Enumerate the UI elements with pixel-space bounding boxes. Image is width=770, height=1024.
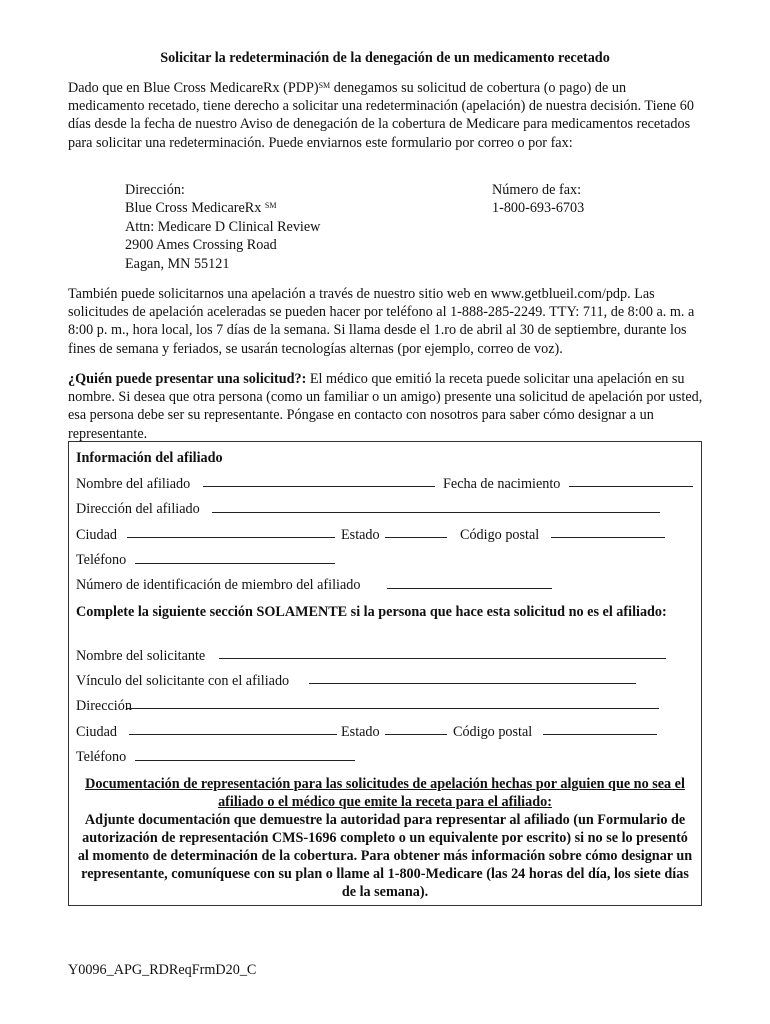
- address-service-mark: SM: [264, 201, 277, 211]
- member-name-label: Nombre del afiliado: [76, 476, 191, 492]
- member-zip-field[interactable]: [551, 537, 665, 538]
- member-address-field[interactable]: [212, 512, 660, 513]
- form-box: [68, 441, 702, 906]
- requester-phone-field[interactable]: [135, 760, 355, 761]
- member-address-label: Dirección del afiliado: [76, 501, 200, 517]
- requester-state-label: Estado: [341, 724, 380, 740]
- member-city-label: Ciudad: [76, 527, 117, 543]
- requester-city-label: Ciudad: [76, 724, 117, 740]
- requester-state-field[interactable]: [385, 734, 447, 735]
- who-text: El médico que emitió la receta puede solicitar una apelación en su nombre. Si desea que otra persona (como un familiar o un amigo) presente una solicitud de apelación por usted, esa persona debe ser su representante. Póngase en contacto con nosotros para saber cómo designar a un representante.: [68, 371, 703, 442]
- form-code-footer: Y0096_APG_RDReqFrmD20_C: [68, 962, 257, 978]
- address-line-2: Attn: Medicare D Clinical Review: [125, 218, 321, 235]
- representation-heading: Documentación de representación para las solicitudes de apelación hechas por alguien que no sea el afiliado o el médico que emite la receta para el afiliado:: [85, 776, 685, 810]
- requester-relation-field[interactable]: [309, 683, 636, 684]
- member-id-field[interactable]: [387, 588, 552, 589]
- member-zip-label: Código postal: [460, 527, 540, 543]
- mailing-address: [125, 181, 320, 273]
- intro-text-b: denegamos su solicitud de cobertura (o pago) de un medicamento recetado, tiene derecho a solicitar una redeterminación (apelación) de nuestra decisión. Tiene 60 días desde la fecha de nuestro Aviso de denegación de la cobertura de Medicare para medicamentos recetados para solicitar una redeterminación. Puede enviarnos este formulario por correo o por fax:: [68, 80, 694, 151]
- who-heading: ¿Quién puede presentar una solicitud?:: [68, 371, 307, 387]
- address-line-4: Eagan, MN 55121: [125, 255, 230, 272]
- member-id-label: Número de identificación de miembro del afiliado: [76, 577, 361, 593]
- member-state-label: Estado: [341, 527, 380, 543]
- requester-name-label: Nombre del solicitante: [76, 648, 206, 664]
- member-city-field[interactable]: [127, 537, 335, 538]
- address-line-1-text: Blue Cross MedicareRx: [125, 200, 265, 217]
- member-state-field[interactable]: [385, 537, 447, 538]
- member-dob-label: Fecha de nacimiento: [443, 476, 561, 492]
- intro-text-a: Dado que en Blue Cross MedicareRx (PDP): [68, 80, 319, 96]
- requester-address-field[interactable]: [127, 708, 659, 709]
- address-line-1: [125, 199, 320, 217]
- fax-label: Número de fax:: [492, 182, 582, 198]
- intro-paragraph: [68, 79, 706, 152]
- address-label: Dirección:: [125, 182, 185, 198]
- member-phone-label: Teléfono: [76, 552, 127, 568]
- requester-name-field[interactable]: [219, 658, 666, 659]
- requester-relation-label: Vínculo del solicitante con el afiliado: [76, 673, 290, 689]
- requester-phone-label: Teléfono: [76, 749, 127, 765]
- member-name-field[interactable]: [203, 486, 435, 487]
- service-mark: SM: [318, 81, 331, 90]
- who-can-file-paragraph: [68, 370, 706, 443]
- member-dob-field[interactable]: [569, 486, 693, 487]
- requester-city-field[interactable]: [129, 734, 337, 735]
- requester-section-heading: Complete la siguiente sección SOLAMENTE si la persona que hace esta solicitud no es el afiliado:: [76, 604, 667, 620]
- representation-body: Adjunte documentación que demuestre la autoridad para representar al afiliado (un Formulario de autorización de representación CMS-1696 completo o un equivalente por escrito) si no se lo presentó al momento de determinación de la cobertura. Para obtener más información sobre cómo designar un representante, comuníquese con su plan o llame al 1-800-Medicare (las 24 horas del día, los siete días de la semana).: [77, 812, 693, 900]
- requester-zip-label: Código postal: [453, 724, 533, 740]
- requester-address-label: Dirección: [76, 698, 132, 714]
- fax-number: 1-800-693-6703: [492, 200, 585, 217]
- web-phone-paragraph: También puede solicitarnos una apelación a través de nuestro sitio web en www.getblueil.com/pdp. Las solicitudes de apelación aceleradas se pueden hacer por teléfono al 1-888-285-2249. TTY: 711, de 8:00 a. m. a 8:00 p. m., hora local, los 7 días de la semana. Si llama desde el 1.ro de abril al 30 de septiembre, durante los fines de semana y feriados, se usarán tecnologías alternas (por ejemplo, correo de voz).: [68, 286, 695, 357]
- address-line-3: 2900 Ames Crossing Road: [125, 237, 277, 254]
- requester-zip-field[interactable]: [543, 734, 657, 735]
- fax-block: [492, 181, 584, 218]
- page-title: Solicitar la redeterminación de la denegación de un medicamento recetado: [160, 50, 610, 66]
- member-phone-field[interactable]: [135, 563, 335, 564]
- member-section-heading: Información del afiliado: [76, 450, 223, 466]
